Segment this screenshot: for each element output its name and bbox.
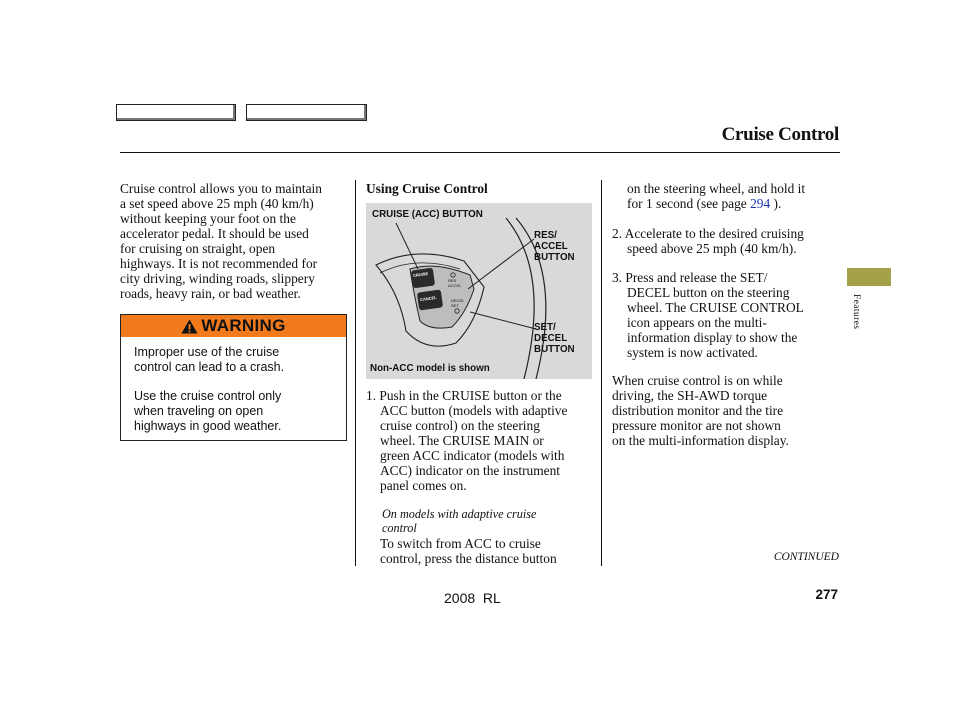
intro-line: accelerator pedal. It should be used [120, 226, 309, 241]
para-line: driving, the SH-AWD torque [612, 388, 768, 403]
page-number: 277 [815, 587, 838, 602]
label-line: BUTTON [534, 344, 575, 355]
btn-line: DECEL [451, 298, 465, 303]
nav-box-1[interactable] [116, 104, 236, 121]
warning-text-1 [121, 345, 346, 375]
section-tab[interactable] [847, 268, 891, 286]
model-label: 2008 RL [444, 590, 501, 606]
cont-line: on the steering wheel, and hold it [627, 181, 806, 196]
btn-cancel-text: CANCEL [419, 294, 437, 303]
step-line: cruise control) on the steering [380, 418, 540, 433]
warning-header [121, 315, 346, 337]
section-heading: Using Cruise Control [366, 181, 488, 196]
label-line: RES/ [534, 230, 557, 241]
intro-line: without keeping your foot on the [120, 211, 296, 226]
intro-paragraph [120, 181, 352, 301]
warning-line: when traveling on open [134, 404, 264, 418]
intro-line: highways. It is not recommended for [120, 256, 318, 271]
continued-step [627, 181, 805, 211]
step-line: 2. Accelerate to the desired cruising [612, 226, 804, 241]
para-line: on the multi-information display. [612, 433, 789, 448]
figure-label-res-accel [534, 230, 575, 263]
step-line: wheel. The CRUISE MAIN or [380, 433, 544, 448]
btn-set-text [451, 299, 464, 308]
section-label-text: Features [851, 294, 861, 330]
display-paragraph [612, 373, 789, 448]
note-line: On models with adaptive cruise [382, 507, 537, 521]
step-line: system is now activated. [627, 345, 758, 360]
continued-label: CONTINUED [773, 551, 839, 563]
label-line: SET/ [534, 322, 556, 333]
section-label [843, 290, 863, 340]
intro-line: city driving, winding roads, slippery [120, 271, 315, 286]
warning-text-2 [121, 389, 346, 434]
warning-line: Use the cruise control only [134, 389, 282, 403]
step-line: green ACC indicator (models with [380, 448, 565, 463]
cont-line [627, 196, 805, 211]
para-line: distribution monitor and the tire [612, 403, 784, 418]
intro-line: Cruise control allows you to maintain [120, 181, 322, 196]
switch-line: control, press the distance button [380, 551, 557, 566]
btn-line: SET [451, 302, 459, 308]
warning-triangle-icon [181, 319, 198, 334]
step-line: panel comes on. [380, 478, 467, 493]
steering-wheel-figure [366, 203, 592, 379]
warning-box [120, 314, 347, 441]
column-divider-1 [355, 180, 356, 566]
intro-line: a set speed above 25 mph (40 km/h) [120, 196, 314, 211]
btn-line: ACCEL [448, 282, 462, 288]
para-line: pressure monitor are not shown [612, 418, 781, 433]
para-line: When cruise control is on while [612, 373, 783, 388]
figure-label-cruise: CRUISE (ACC) BUTTON [372, 209, 483, 220]
step-3 [612, 270, 804, 360]
step-line: wheel. The CRUISE CONTROL [627, 300, 804, 315]
step-line: information display to show the [627, 330, 798, 345]
label-line: ACCEL [534, 241, 568, 252]
btn-line: RES [448, 278, 457, 283]
step-line: ACC button (models with adaptive [380, 403, 568, 418]
acc-note [382, 507, 536, 535]
btn-res-text [448, 279, 461, 288]
warning-line: Improper use of the cruise [134, 345, 280, 359]
step-1 [366, 388, 598, 493]
step-2 [612, 226, 804, 256]
step-line: icon appears on the multi- [627, 315, 767, 330]
step-line: ACC) indicator on the instrument [380, 463, 561, 478]
intro-line: for cruising on straight, open [120, 241, 276, 256]
nav-box-2[interactable] [246, 104, 367, 121]
switch-text [380, 536, 557, 566]
intro-line: roads, heavy rain, or bad weather. [120, 286, 301, 301]
step-line: 1. Push in the CRUISE button or the [366, 388, 562, 403]
step-line: 3. Press and release the SET/ [612, 270, 768, 285]
column-divider-2 [601, 180, 602, 566]
figure-label-set-decel [534, 322, 575, 355]
label-line: DECEL [534, 333, 568, 344]
page-title: Cruise Control [721, 124, 839, 145]
step-line: speed above 25 mph (40 km/h). [627, 241, 797, 256]
warning-label: WARNING [201, 316, 286, 335]
cont-text: for 1 second (see page [627, 196, 751, 211]
header-rule [120, 152, 840, 153]
step-line: DECEL button on the steering [627, 285, 790, 300]
warning-line: highways in good weather. [134, 419, 282, 433]
note-line: control [382, 521, 417, 535]
switch-line: To switch from ACC to cruise [380, 536, 541, 551]
label-line: BUTTON [534, 252, 575, 263]
cont-text: ). [770, 196, 782, 211]
btn-cruise-text: CRUISE [412, 270, 429, 279]
page-294-link[interactable]: 294 [750, 196, 771, 211]
warning-line: control can lead to a crash. [134, 360, 285, 374]
figure-caption: Non-ACC model is shown [370, 363, 490, 374]
